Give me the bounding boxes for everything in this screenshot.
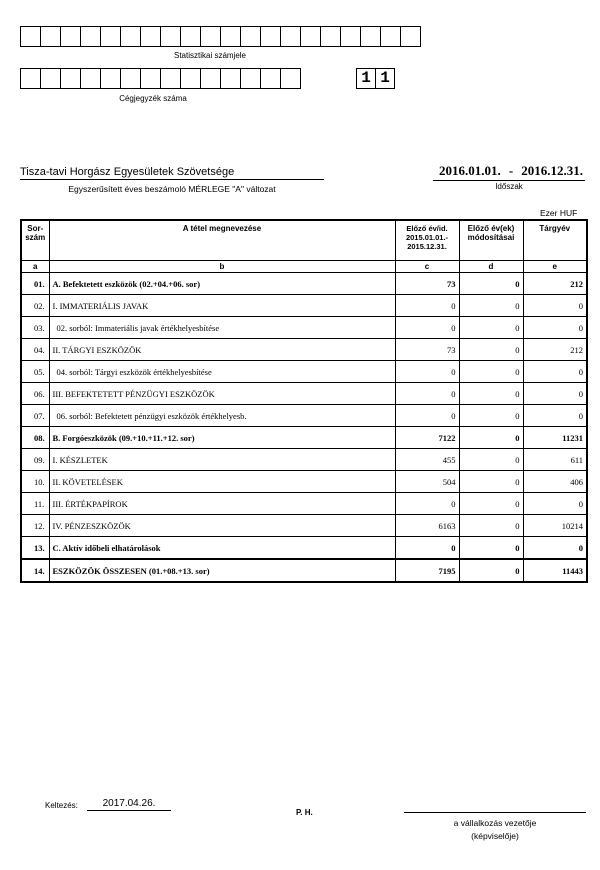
letter-b: b (49, 261, 395, 273)
row-number: 10. (21, 471, 49, 493)
col-header-name: A tétel megnevezése (49, 220, 395, 261)
signature-caption-2: (képviselője) (471, 831, 519, 841)
period-from: 2016.01.01. (439, 163, 501, 178)
reg-digit-box (80, 68, 101, 89)
stamp-placeholder: P. H. (296, 808, 313, 817)
stat-digit-box (240, 26, 261, 47)
stat-number-caption: Statisztikai számjele (173, 51, 247, 60)
table-row (21, 339, 587, 361)
table-row (21, 383, 587, 405)
row-number: 08. (21, 427, 49, 449)
table-row (21, 449, 587, 471)
table-row (21, 295, 587, 317)
letter-d: d (459, 261, 523, 273)
row-cur-value: 0 (523, 317, 587, 339)
row-mod-value: 0 (459, 493, 523, 515)
period (433, 163, 585, 181)
prefix-digit-2: 1 (375, 68, 395, 89)
row-prev-value: 0 (395, 383, 459, 405)
currency-unit: Ezer HUF (540, 208, 578, 218)
stat-digit-box (340, 26, 361, 47)
row-label: II. KÖVETELÉSEK (49, 471, 395, 493)
reg-digit-box (120, 68, 141, 89)
signature-caption: a vállalkozás vezetője (453, 818, 537, 828)
stat-digit-box (320, 26, 341, 47)
row-prev-value: 6163 (395, 515, 459, 537)
period-to: 2016.12.31. (521, 163, 583, 178)
col-header-mod: Előző év(ek) módosításai (459, 220, 523, 261)
row-mod-value: 0 (459, 537, 523, 560)
row-prev-value: 455 (395, 449, 459, 471)
row-label: 02. sorból: Immateriális javak értékhelyesbítése (49, 317, 395, 339)
row-cur-value: 10214 (523, 515, 587, 537)
stat-digit-box (220, 26, 241, 47)
stat-digit-box (160, 26, 181, 47)
row-prev-value: 0 (395, 295, 459, 317)
row-number: 02. (21, 295, 49, 317)
prefix-digit-1: 1 (356, 68, 376, 89)
row-label: 06. sorból: Befektetett pénzügyi eszközök értékhelyesb. (49, 405, 395, 427)
stat-digit-box (380, 26, 401, 47)
row-mod-value: 0 (459, 361, 523, 383)
table-row (21, 515, 587, 537)
table-row (21, 537, 587, 560)
row-mod-value: 0 (459, 317, 523, 339)
row-label: I. IMMATERIÁLIS JAVAK (49, 295, 395, 317)
stat-number-boxes (20, 26, 421, 47)
col-header-prev: Előző év/id. 2015.01.01.- 2015.12.31. (395, 220, 459, 261)
stat-digit-box (360, 26, 381, 47)
row-mod-value: 0 (459, 339, 523, 361)
reg-digit-box (140, 68, 161, 89)
stat-digit-box (200, 26, 221, 47)
row-number: 03. (21, 317, 49, 339)
table-row (21, 273, 587, 295)
reg-digit-box (280, 68, 301, 89)
row-prev-value: 73 (395, 339, 459, 361)
row-mod-value: 0 (459, 405, 523, 427)
letter-a: a (21, 261, 49, 273)
reg-digit-box (260, 68, 281, 89)
row-mod-value: 0 (459, 515, 523, 537)
stat-digit-box (140, 26, 161, 47)
table-row (21, 427, 587, 449)
row-cur-value: 11231 (523, 427, 587, 449)
row-label: C. Aktív időbeli elhatárolások (49, 537, 395, 560)
date-value: 2017.04.26. (87, 798, 171, 811)
row-number: 01. (21, 273, 49, 295)
row-number: 11. (21, 493, 49, 515)
letter-e: e (523, 261, 587, 273)
row-cur-value: 0 (523, 537, 587, 560)
row-label: ESZKÖZÖK ÖSSZESEN (01.+08.+13. sor) (49, 559, 395, 582)
signature-line (404, 812, 586, 813)
row-number: 05. (21, 361, 49, 383)
row-prev-value: 0 (395, 493, 459, 515)
reg-digit-box (20, 68, 41, 89)
row-mod-value: 0 (459, 427, 523, 449)
row-label: III. BEFEKTETETT PÉNZÜGYI ESZKÖZÖK (49, 383, 395, 405)
table-header-row (21, 220, 587, 261)
company-reg-prefix (356, 68, 395, 89)
balance-sheet-table (20, 219, 588, 583)
table-row (21, 317, 587, 339)
stat-digit-box (400, 26, 421, 47)
date-label: Keltezés: (45, 801, 78, 810)
row-cur-value: 611 (523, 449, 587, 471)
stat-digit-box (80, 26, 101, 47)
reg-digit-box (220, 68, 241, 89)
letter-c: c (395, 261, 459, 273)
table-row (21, 471, 587, 493)
row-label: A. Befektetett eszközök (02.+04.+06. sor) (49, 273, 395, 295)
company-reg-caption: Cégjegyzék száma (119, 94, 187, 103)
row-label: III. ÉRTÉKPAPÍROK (49, 493, 395, 515)
row-cur-value: 11443 (523, 559, 587, 582)
col-header-sor: Sor- szám (21, 220, 49, 261)
row-number: 12. (21, 515, 49, 537)
row-mod-value: 0 (459, 559, 523, 582)
row-cur-value: 212 (523, 339, 587, 361)
reg-digit-box (200, 68, 221, 89)
table-row (21, 493, 587, 515)
stat-digit-box (120, 26, 141, 47)
row-prev-value: 7122 (395, 427, 459, 449)
row-label: II. TÁRGYI ESZKÖZÖK (49, 339, 395, 361)
stat-digit-box (60, 26, 81, 47)
row-mod-value: 0 (459, 295, 523, 317)
row-cur-value: 0 (523, 493, 587, 515)
table-row (21, 405, 587, 427)
row-prev-value: 0 (395, 317, 459, 339)
row-number: 09. (21, 449, 49, 471)
row-prev-value: 0 (395, 405, 459, 427)
row-number: 13. (21, 537, 49, 560)
row-number: 04. (21, 339, 49, 361)
reg-digit-box (100, 68, 121, 89)
row-label: 04. sorból: Tárgyi eszközök értékhelyesbítése (49, 361, 395, 383)
row-mod-value: 0 (459, 471, 523, 493)
row-prev-value: 0 (395, 537, 459, 560)
stat-digit-box (280, 26, 301, 47)
stat-digit-box (260, 26, 281, 47)
stat-digit-box (180, 26, 201, 47)
col-header-cur: Tárgyév (523, 220, 587, 261)
row-cur-value: 0 (523, 361, 587, 383)
stat-digit-box (300, 26, 321, 47)
reg-digit-box (40, 68, 61, 89)
row-prev-value: 0 (395, 361, 459, 383)
stat-digit-box (40, 26, 61, 47)
row-mod-value: 0 (459, 273, 523, 295)
row-number: 06. (21, 383, 49, 405)
row-cur-value: 212 (523, 273, 587, 295)
table-row (21, 361, 587, 383)
table-row (21, 559, 587, 582)
row-prev-value: 504 (395, 471, 459, 493)
period-separator: - (508, 163, 514, 178)
stat-digit-box (100, 26, 121, 47)
row-mod-value: 0 (459, 383, 523, 405)
row-label: I. KÉSZLETEK (49, 449, 395, 471)
row-cur-value: 0 (523, 295, 587, 317)
report-subtitle: Egyszerűsített éves beszámoló MÉRLEGE "A" változat (68, 184, 276, 194)
row-prev-value: 7195 (395, 559, 459, 582)
reg-digit-box (160, 68, 181, 89)
stat-digit-box (20, 26, 41, 47)
reg-digit-box (180, 68, 201, 89)
reg-digit-box (240, 68, 261, 89)
row-cur-value: 0 (523, 405, 587, 427)
row-label: IV. PÉNZESZKÖZÖK (49, 515, 395, 537)
row-mod-value: 0 (459, 449, 523, 471)
row-label: B. Forgóeszközök (09.+10.+11.+12. sor) (49, 427, 395, 449)
organization-name: Tisza-tavi Horgász Egyesületek Szövetsége (20, 166, 324, 180)
reg-digit-box (60, 68, 81, 89)
company-reg-boxes (20, 68, 301, 89)
row-cur-value: 0 (523, 383, 587, 405)
column-letters-row (21, 261, 587, 273)
row-prev-value: 73 (395, 273, 459, 295)
row-number: 14. (21, 559, 49, 582)
row-cur-value: 406 (523, 471, 587, 493)
period-caption: Időszak (495, 182, 523, 191)
row-number: 07. (21, 405, 49, 427)
